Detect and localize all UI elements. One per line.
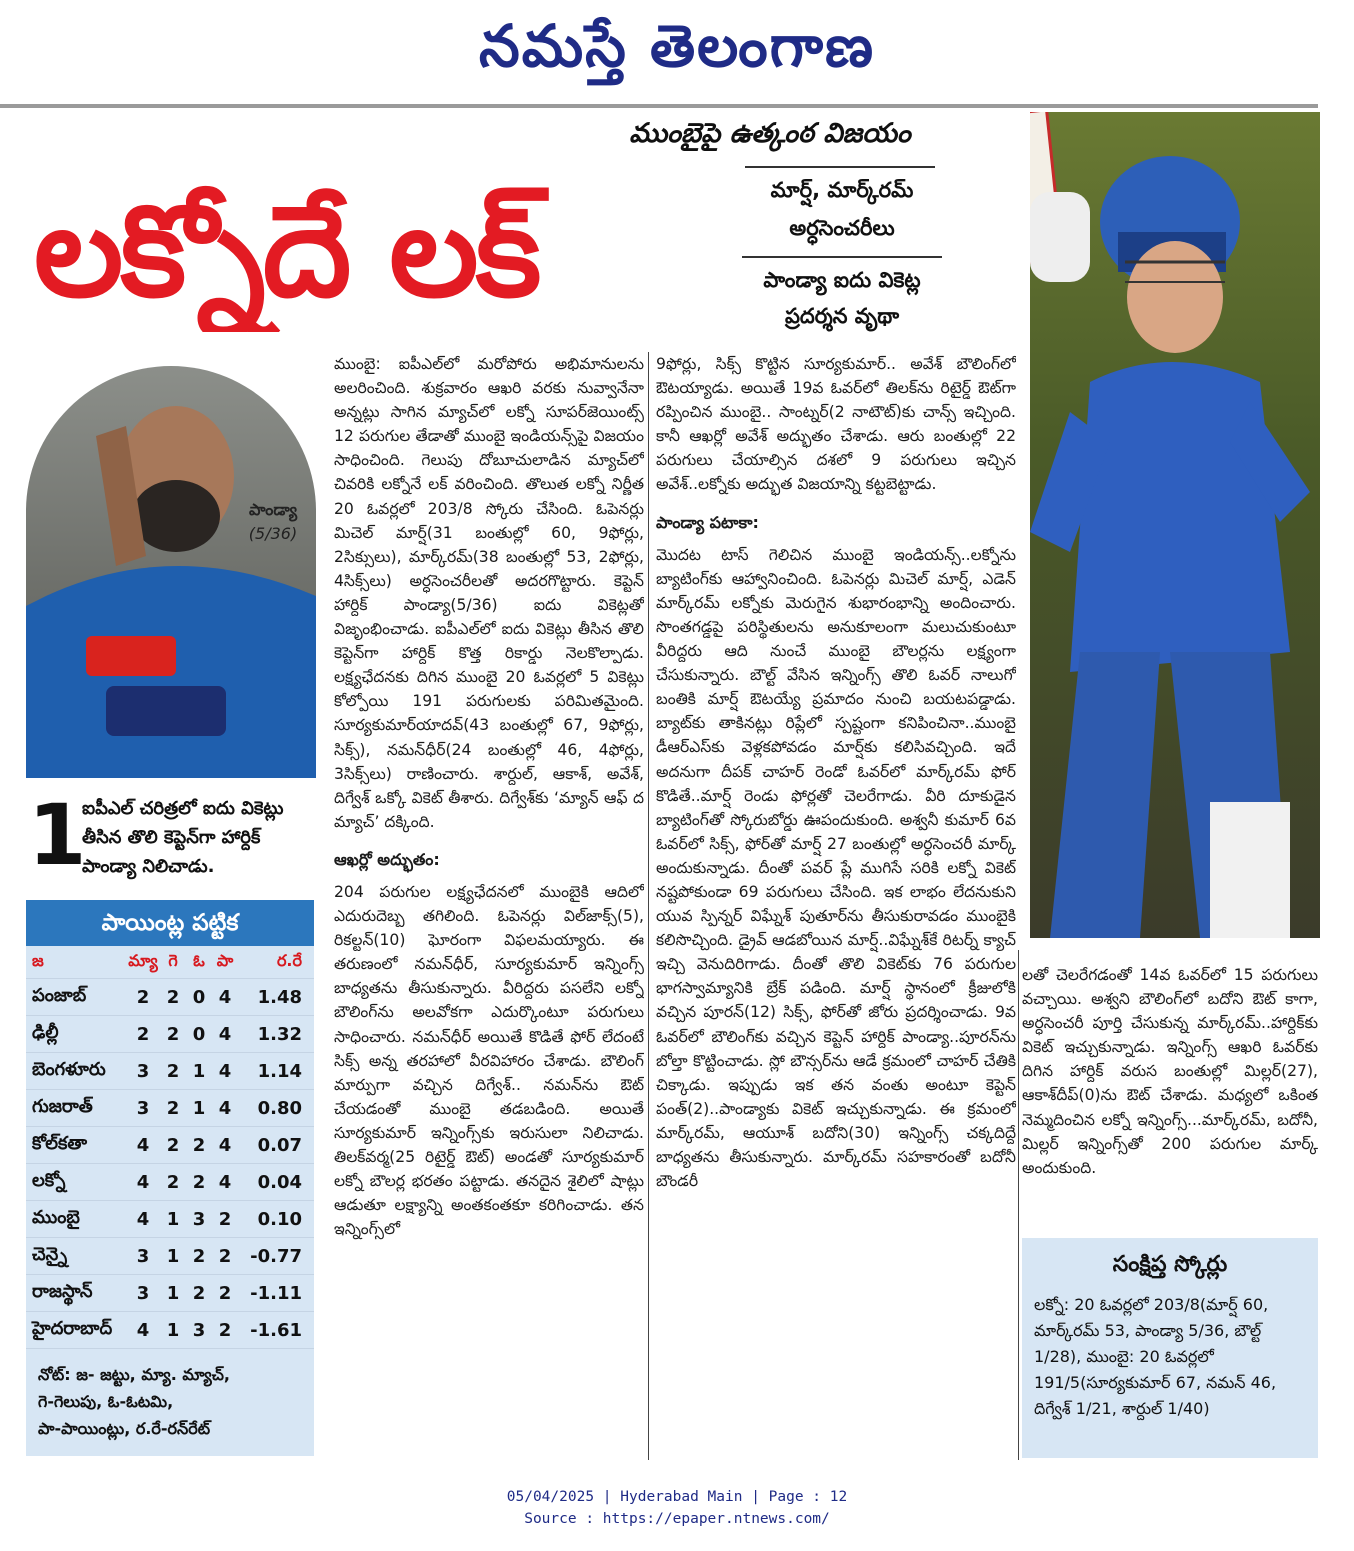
points-table-title: పాయింట్ల పట్టిక [26,900,314,946]
team-name: ఢిల్లీ [32,1021,59,1043]
points-cell: 4 [218,986,232,1008]
table-row [26,1238,314,1275]
footer-edition: 05/04/2025 | Hyderabad Main | Page : 12 [506,1489,848,1505]
summary-title: సంక్షిప్త స్కోర్లు [1112,1252,1228,1277]
article-column-3 [1022,963,1318,1213]
article-paragraph: ముంబై: ఐపీఎల్‌లో మరోపోరు అభిమానులను అలరించింది. శుక్రవారం ఆఖరి వరకు నువ్వానేనా అన్నట్లు సాగిన మ్యాచ్‌లో లక్నో సూపర్‌జెయింట్స్ 12 పరుగుల తేడాతో ముంబై ఇండియన్స్‌పై విజయం సాధించింది. గెలుపు దోబూచులాడిన మ్యాచ్‌లో చివరికి లక్నోనే లక్ వరించింది. తొలుత లక్నో నిర్ణీత 20 ఓవర్లలో 203/8 స్కోరు చేసింది. ఓపెనర్లు మిచెల్ మార్ష్(31 బంతుల్లో 60, 9ఫోర్లు, 2సిక్సులు), మార్క్‌రమ్(38 బంతుల్లో 53, 2ఫోర్లు, 4సిక్స్‌లు) అర్ధసెంచరీలతో అదరగొట్టారు. కెప్టెన్ హార్దిక్ పాండ్యా(5/36) ఐదు వికెట్లతో విజృంభించాడు. ఐపీఎల్‌లో ఐదు వికెట్లు తీసిన తొలి కెప్టెన్‌గా హార్దిక్ కొత్త రికార్డు నెలకొల్పాడు. లక్ష్యఛేదనకు దిగిన ముంబై 20 ఓవర్లలో 5 వికెట్లు కోల్పోయి 191 పరుగులకు పరిమితమైంది. సూర్యకుమార్‌యాదవ్(43 బంతుల్లో 67, 9ఫోర్లు, సిక్స్), నమన్‌ధీర్(24 బంతుల్లో 46, 4ఫోర్లు, 3సిక్స్‌లు) రాణించారు. శార్దుల్, ఆకాశ్, అవేశ్, దిగ్వేశ్ ఒక్కో వికెట్ తీశారు. దిగ్వేశ్‌కు ‘మ్యాన్ ఆఫ్ ద మ్యాచ్’ దక్కింది. [334,355,644,831]
deck-line-1: మార్ష్, మార్క్‌రమ్ [770,178,914,202]
points-cell: 4 [218,1023,232,1045]
team-name: ముంబై [32,1206,80,1228]
lost-cell: 2 [192,1171,206,1193]
deck-line-2: అర్ధసెంచరీలు [789,216,895,240]
header-lost: ఓ [193,950,205,970]
team-name: గుజరాత్ [32,1095,93,1117]
matches-cell: 3 [136,1245,150,1267]
lost-cell: 0 [192,986,206,1008]
footer-source: Source : https://epaper.ntnews.com/ [524,1511,830,1527]
runrate-cell: 0.80 [257,1097,302,1119]
points-cell: 2 [218,1282,232,1304]
runrate-cell: -1.61 [250,1319,302,1341]
team-name: చెన్నై [32,1243,68,1265]
masthead-divider [0,104,1318,108]
column-divider [648,352,649,1460]
deck-line-3: పాండ్యా ఐదు వికెట్ల [763,268,921,292]
points-table-header [26,946,314,979]
matches-cell: 2 [136,986,150,1008]
headline: లక్నోదే లక్ [34,178,539,325]
team-name: బెంగళూరు [32,1058,106,1080]
lost-cell: 3 [192,1208,206,1230]
note-line: నోట్: జ- జట్టు, మ్యా. మ్యాచ్, [38,1365,231,1384]
table-row [26,1312,314,1349]
matches-cell: 3 [136,1097,150,1119]
won-cell: 2 [166,1023,180,1045]
team-name: పంజాబ్ [32,984,87,1006]
fact-number: 1 [28,786,87,884]
subheading: పాండ్యా పటాకా: [656,512,759,532]
runrate-cell: 1.14 [257,1060,302,1082]
points-cell: 4 [218,1060,232,1082]
team-name: రాజస్థాన్ [32,1280,93,1302]
article-paragraph: లతో చెలరేగడంతో 14వ ఓవర్‌లో 15 పరుగులు వచ్చాయి. అశ్వని బౌలింగ్‌లో బదోని ఔట్ కాగా, అర్ధసెంచరీ పూర్తి చేసుకున్న మార్క్‌రమ్..హార్దిక్‌కు వికెట్ ఇచ్చుకున్నాడు. ఇన్నింగ్స్ ఆఖరి ఓవర్‌కు దిగిన హార్దిక్ వరుస బంతుల్లో మిల్లర్(27), ఆకాశ్‌దీప్(0)ను ఔట్ చేశాడు. మధ్యలో ఒకింత నెమ్మదించిన లక్నో ఇన్నింగ్స్...మార్క్‌రమ్, బదోనీ, మిల్లర్ ఇన్నింగ్స్‌తో 200 పరుగుల మార్క్ అందుకుంది. [1022,966,1318,1177]
table-row [26,1090,314,1127]
runrate-cell: 1.48 [257,986,302,1008]
header-team: జ [32,950,44,970]
points-table-body [26,979,314,1349]
runrate-cell: -1.11 [250,1282,302,1304]
batter-illustration [1030,112,1320,938]
table-row [26,1275,314,1312]
header-points: పా [216,950,234,970]
kicker: ముంబైపై ఉత్కంఠ విజయం [629,118,911,149]
won-cell: 1 [166,1208,180,1230]
lost-cell: 2 [192,1245,206,1267]
header-won: గె [168,950,178,970]
won-cell: 2 [166,1134,180,1156]
table-row [26,1164,314,1201]
won-cell: 2 [166,1060,180,1082]
matches-cell: 4 [136,1171,150,1193]
photo-caption [228,498,318,546]
lost-cell: 2 [192,1134,206,1156]
player-photo-marsh [1030,112,1320,938]
runrate-cell: 0.04 [257,1171,302,1193]
deck-divider [742,256,942,258]
bowler-illustration [26,366,316,778]
lost-cell: 2 [192,1282,206,1304]
points-cell: 2 [218,1208,232,1230]
matches-cell: 4 [136,1319,150,1341]
won-cell: 2 [166,1097,180,1119]
masthead-logo: నమస్తే తెలంగాణ [479,12,875,80]
table-row [26,1053,314,1090]
lost-cell: 1 [192,1097,206,1119]
lost-cell: 1 [192,1060,206,1082]
matches-cell: 3 [136,1282,150,1304]
subheading: ఆఖర్లో అద్భుతం: [334,849,440,869]
note-line: పా-పాయింట్లు, ర.రే-రన్‌రేట్ [38,1419,211,1438]
table-row [26,1127,314,1164]
summary-text: లక్నో: 20 ఓవర్లలో 203/8(మార్ష్ 60, మార్క్‌రమ్ 53, పాండ్యా 5/36, బౌల్ట్ 1/28), ముంబై: 20 ఓవర్లలో 191/5(సూర్యకుమార్ 67, నమన్ 46, దిగ్వేశ్ 1/21, శార్దుల్ 1/40) [1034,1295,1277,1418]
summary-scores-box [1022,1238,1318,1458]
caption-name: పాండ్యా [248,500,298,519]
points-cell: 4 [218,1097,232,1119]
article-column-2 [656,352,1016,1460]
table-row [26,979,314,1016]
player-photo-pandya [26,366,316,778]
points-cell: 4 [218,1171,232,1193]
deck-line-4: ప్రదర్శన వృథా [784,304,900,328]
matches-cell: 2 [136,1023,150,1045]
article-column-1 [334,352,644,1460]
matches-cell: 3 [136,1060,150,1082]
article-paragraph: మొదట టాస్ గెలిచిన ముంబై ఇండియన్స్..లక్నోను బ్యాటింగ్‌కు ఆహ్వానించింది. ఓపెనర్లు మిచెల్ మార్ష్, ఎడెన్ మార్క్‌రమ్ లక్నోకు మెరుగైన శుభారంభాన్ని అందించారు. సొంతగడ్డపై పరిస్థితులను అనుకూలంగా మలుచుకుంటూ వీరిద్దరు ఆది నుంచే ముంబై బౌలర్లను లక్ష్యంగా చేసుకున్నారు. బౌల్ట్ వేసిన ఇన్నింగ్స్ తొలి ఓవర్ నాలుగో బంతికి మార్ష్ ఔటయ్యే ప్రమాదం నుంచి బయటపడ్డాడు. బ్యాట్‌కు తాకినట్లు రిప్లేలో స్పష్టంగా కనిపించినా..ముంబై డీఆర్‌ఎస్‌కు వెళ్లకపోవడం మార్ష్‌కు కలిసివచ్చింది. ఇదే అదనుగా దీపక్ చాహర్ రెండో ఓవర్‌లో మార్క్‌రమ్ ఫోర్ కొడితే..మార్ష్ రెండు ఫోర్లతో చెలరేగాడు. వీరి దూకుడైన బ్యాటింగ్‌తో స్కోరుబోర్డు ఊపందుకుంది. అశ్వనీ కుమార్ 6వ ఓవర్‌లో సిక్స్, ఫోర్‌తో మార్ష్ 27 బంతుల్లో అర్ధసెంచరీ మార్క్ అందుకున్నాడు. దీంతో పవర్ ప్లే ముగిసే సరికి లక్నో వికెట్ నష్టపోకుండా 69 పరుగులు చేసింది. ఇక లాభం లేదనుకుని యువ స్పిన్నర్ విఘ్నేశ్ పుతూర్‌ను తీసుకురావడం ముంబైకి కలిసొచ్చింది. డ్రైవ్ ఆడబోయిన మార్ష్..విఘ్నేశ్‌కే రిటర్న్ క్యాచ్ ఇచ్చి వెనుదిరిగాడు. దీంతో తొలి వికెట్‌కు 76 పరుగుల భాగస్వామ్యానికి బ్రేక్ పడింది. మార్ష్ స్థానంలో క్రీజులోకి వచ్చిన పూరన్(12) సిక్స్, ఫోర్‌తో జోరు ప్రదర్శించాడు. 9వ ఓవర్‌లో బౌలింగ్‌కు వచ్చిన కెప్టెన్ హార్దిక్ పాండ్యా..పూరన్‌ను బోల్తా కొట్టించాడు. స్లో బౌన్సర్‌ను ఆడే క్రమంలో చాహర్ చేతికి చిక్కాడు. ఇప్పుడు ఇక తన వంతు అంటూ కెప్టెన్ పంత్(2)..పాండ్యాకు వికెట్ ఇచ్చుకున్నాడు. ఈ క్రమంలో మార్క్‌రమ్, ఆయూశ్ బదోని(30) ఇన్నింగ్స్ చక్కదిద్దే బాధ్యతను తీసుకున్నారు. మార్క్‌రమ్ సహకారంతో బదోనీ బౌండరీ [656,545,1016,1191]
won-cell: 1 [166,1282,180,1304]
note-line: గె-గెలుపు, ఓ-ఓటమి, [38,1392,174,1411]
points-table-note [26,1349,314,1442]
team-name: హైదరాబాద్ [32,1317,113,1339]
table-row [26,1016,314,1053]
kicker-divider [745,166,935,168]
lost-cell: 3 [192,1319,206,1341]
won-cell: 2 [166,1171,180,1193]
header-runrate: ర.రే [276,950,302,970]
points-table [26,900,314,1456]
article-paragraph: 9ఫోర్లు, సిక్స్ కొట్టిన సూర్యకుమార్.. అవేశ్ బౌలింగ్‌లో ఔటయ్యాడు. అయితే 19వ ఓవర్‌లో తిలక్‌ను రిటైర్డ్ ఔట్‌గా రప్పించిన ముంబై.. సాంట్నర్(2 నాటౌట్)కు చాన్స్ ఇచ్చింది. కానీ ఆఖర్లో అవేశ్ అద్భుతం చేశాడు. ఆరు బంతుల్లో 22 పరుగులు చేయాల్సిన దశలో 9 పరుగులు ఇచ్చిన అవేశ్..లక్నోకు అద్భుత విజయాన్ని కట్టబెట్టాడు. [656,355,1016,494]
won-cell: 1 [166,1245,180,1267]
runrate-cell: -0.77 [250,1245,302,1267]
matches-cell: 4 [136,1208,150,1230]
fact-text: ఐపీఎల్ చరిత్రలో ఐదు వికెట్లు తీసిన తొలి కెప్టెన్‌గా హార్దిక్ పాండ్యా నిలిచాడు. [82,798,284,877]
team-name: కోల్‌కతా [32,1132,88,1154]
article-paragraph: 204 పరుగుల లక్ష్యఛేదనలో ముంబైకి ఆదిలో ఎదురుదెబ్బ తగిలింది. ఓపెనర్లు విల్‌జాక్స్(5), రికల్టన్(10) ఘోరంగా విఫలమయ్యారు. ఈ తరుణంలో నమన్‌ధీర్, సూర్యకుమార్ ఇన్నింగ్స్ బాధ్యతను తీసుకున్నారు. వీరిద్దరు పసలేని లక్నో బౌలింగ్‌ను అలవోకగా ఎదుర్కొంటూ పరుగులు సాధించారు. నమన్‌ధీర్ అయితే కొడితే ఫోర్ లేదంటే సిక్స్ అన్న తరహాలో వీరవిహారం చేశాడు. బౌలింగ్ మార్పుగా వచ్చిన దిగ్వేశ్.. నమన్‌ను ఔట్ చేయడంతో ముంబై తడబడింది. అయితే సూర్యకుమార్ ఇన్నింగ్స్‌కు ఇరుసులా నిలిచాడు. తిలక్‌వర్మ(25 రిటైర్డ్ ఔట్) అండతో సూర్యకుమార్ లక్నో బౌలర్ల భరతం పట్టాడు. తనదైన శైలిలో షాట్లు ఆడుతూ లక్ష్యాన్ని అంతకంతకూ కరిగించాడు. తన ఇన్నింగ్స్‌లో [334,882,644,1239]
won-cell: 2 [166,986,180,1008]
runrate-cell: 0.07 [257,1134,302,1156]
runrate-cell: 0.10 [257,1208,302,1230]
table-row [26,1201,314,1238]
points-cell: 2 [218,1245,232,1267]
runrate-cell: 1.32 [257,1023,302,1045]
caption-figures: (5/36) [248,524,298,543]
matches-cell: 4 [136,1134,150,1156]
team-name: లక్నో [32,1169,66,1191]
points-cell: 4 [218,1134,232,1156]
lost-cell: 0 [192,1023,206,1045]
won-cell: 1 [166,1319,180,1341]
page-footer [0,1486,1354,1530]
column-divider [1018,950,1019,1460]
header-matches: మ్యా [128,950,158,970]
points-cell: 2 [218,1319,232,1341]
